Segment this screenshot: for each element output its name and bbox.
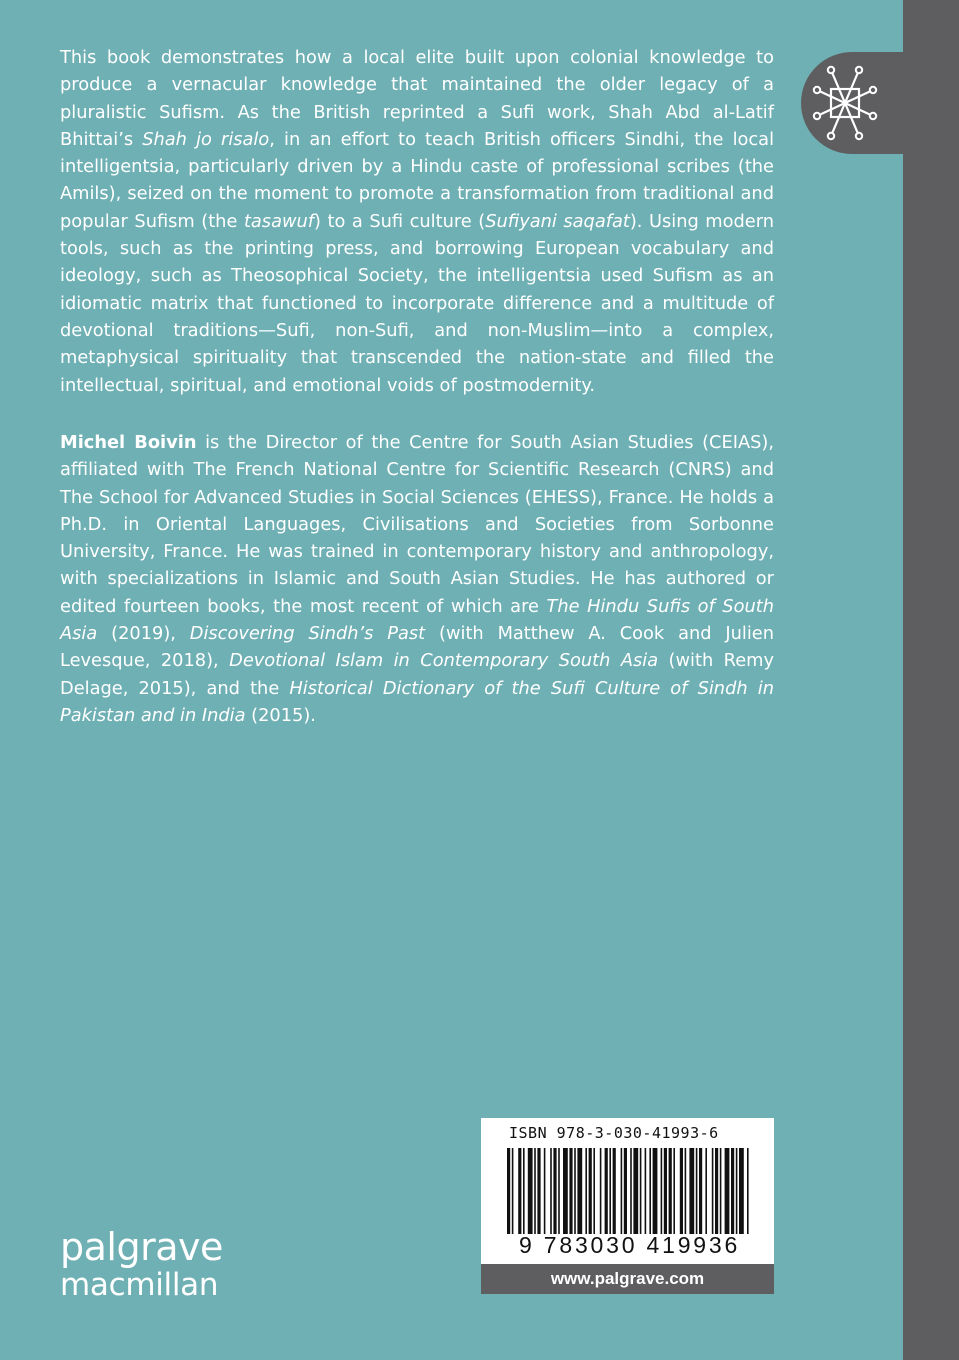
barcode-bar	[600, 1148, 602, 1234]
barcode-bar	[685, 1148, 687, 1234]
book-description: This book demonstrates how a local elite built upon colonial knowledge to produce a vernacular knowledge that maintained the older legacy of a pluralistic Sufism. As the British reprinted a Sufi work, Shah Abd al-Latif Bhittai’s Shah jo risalo, in an effort to teach British officers Sindhi, the local intelligentsia, particularly driven by a Hindu caste of professional scribes (the Amils), seized on the moment to promote a transformation from traditional and popular Sufism (the tasawuf) to a Sufi culture (Sufiyani saqafat). Using modern tools, such as the printing press, and borrowing European vocabulary and ideology, such as Theosophical Society, the intelligentsia used Sufism as an idiomatic matrix that functioned to incorporate difference and a multitude of devotional traditions—Sufi, non-Sufi, and non-Muslim—into a complex, metaphysical spirituality that transcended the nation-state and filled the intellectual, spiritual, and emotional voids of postmodernity.	[60, 47, 775, 396]
barcode-bar	[669, 1148, 672, 1234]
barcode-bar	[725, 1148, 730, 1234]
book-title: Devotional Islam in Contemporary South Asia	[229, 650, 659, 672]
barcode-bar	[630, 1148, 632, 1234]
barcode-bar	[696, 1148, 698, 1234]
book-title: The Hindu Sufis of South Asia	[60, 595, 774, 645]
barcode-bar	[705, 1148, 707, 1234]
barcode-bar	[715, 1148, 718, 1234]
ean-digits: 9 783030 419936	[519, 1232, 741, 1258]
palgrave-star-icon	[811, 60, 879, 146]
barcode-bar	[518, 1148, 521, 1234]
barcode-bar	[645, 1148, 647, 1234]
publisher-url: www.palgrave.com	[481, 1264, 774, 1294]
barcode-bar	[507, 1148, 510, 1234]
barcode-bar	[736, 1148, 738, 1234]
barcode-bar	[712, 1148, 714, 1234]
barcode-bar	[574, 1148, 576, 1234]
barcode-bar	[731, 1148, 734, 1234]
barcode-bar	[720, 1148, 722, 1234]
barcode-bar	[550, 1148, 552, 1234]
barcode-bar	[649, 1148, 651, 1234]
barcode-bar	[593, 1148, 595, 1234]
barcode-bar	[689, 1148, 694, 1234]
book-title: Historical Dictionary of the Sufi Culture of Sindh in Pakistan and in India	[60, 677, 774, 726]
author-name: Michel Boivin	[60, 432, 197, 453]
publisher-name-line1: palgrave	[60, 1225, 223, 1269]
barcode-bar	[558, 1148, 560, 1234]
barcode-bar	[569, 1148, 572, 1234]
book-title: Discovering Sindh’s Past	[189, 623, 426, 645]
isbn-label: ISBN 978-3-030-41993-6	[509, 1124, 719, 1142]
barcode-bar	[633, 1148, 638, 1234]
barcode-bar	[609, 1148, 611, 1234]
barcode-bar	[534, 1148, 536, 1234]
barcode-bar	[512, 1148, 514, 1234]
barcode-bar	[605, 1148, 608, 1234]
barcode-bar	[664, 1148, 667, 1234]
barcode-bar	[621, 1148, 623, 1234]
barcode-bar	[613, 1148, 616, 1234]
barcode-bar	[680, 1148, 683, 1234]
barcode-bar	[589, 1148, 592, 1234]
barcode-bar	[528, 1148, 533, 1234]
barcode-bar	[585, 1148, 587, 1234]
barcode-bar	[661, 1148, 663, 1234]
barcode-bar	[673, 1148, 675, 1234]
barcode-bar	[624, 1148, 627, 1234]
barcode-bar	[577, 1148, 582, 1234]
barcode-bars	[507, 1148, 749, 1234]
barcode-bar	[553, 1148, 556, 1234]
barcode-bar	[563, 1148, 568, 1234]
palgrave-logo-badge	[801, 52, 903, 154]
barcode-bar	[699, 1148, 702, 1234]
isbn-barcode	[481, 1118, 774, 1264]
book-spine	[903, 0, 959, 1360]
barcode-bar	[653, 1148, 658, 1234]
barcode-bar	[544, 1148, 546, 1234]
barcode-bar	[747, 1148, 749, 1234]
barcode-bar	[640, 1148, 642, 1234]
barcode-bar	[523, 1148, 525, 1234]
author-biography: Michel Boivin is the Director of the Centre for South Asian Studies (CEIAS), affiliated with The French National Centre for Scientific Research (CNRS) and The School for Advanced Studies in Social Sciences (EHESS), France. He holds a Ph.D. in Oriental Languages, Civilisations and Societies from Sorbonne University, France. He was trained in contemporary history and anthropology, with specializations in Islamic and South Asian Studies. He has authored or edited fourteen books, the most recent of which are The Hindu Sufis of South Asia (2019), Discovering Sindh’s Past (with Matthew A. Cook and Julien Levesque, 2018), Devotional Islam in Contemporary South Asia (with Remy Delage, 2015), and the Historical Dictionary of the Sufi Culture of Sindh in Pakistan and in India (2015).	[60, 432, 774, 726]
publisher-name-line2: macmillan	[60, 1267, 219, 1303]
barcode-bar	[537, 1148, 540, 1234]
barcode-bar	[739, 1148, 744, 1234]
publisher-logo	[60, 1225, 223, 1303]
